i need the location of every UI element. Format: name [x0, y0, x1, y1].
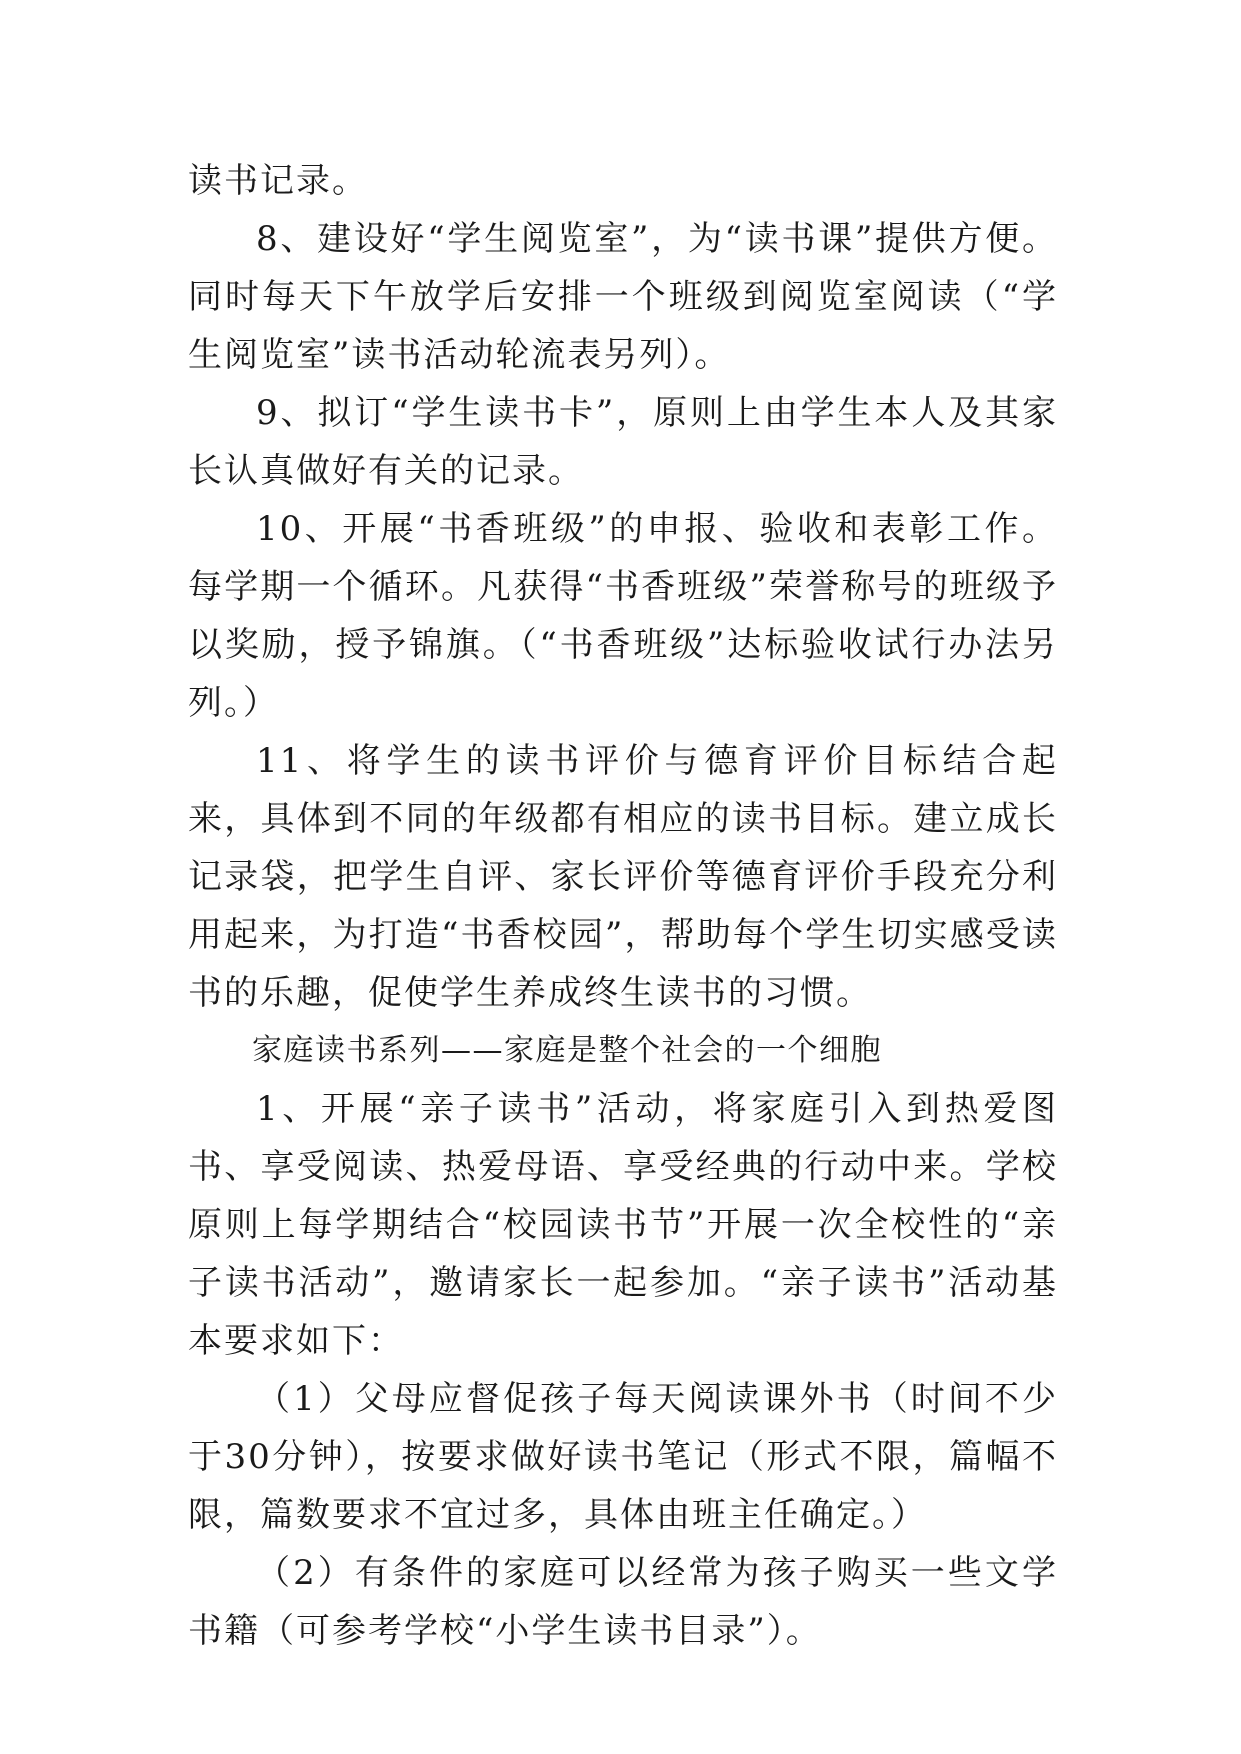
paragraph-continuation: 读书记录。 [188, 161, 368, 201]
paragraph-family-item-1: 1、开展“亲子读书”活动，将家庭引入到热爱图书、享受阅读、热爱母语、享受经典的行动中来。学校原则上每学期结合“校园读书节”开展一次全校性的“亲子读书活动”，邀请家长一起参加。“亲子读书”活动基本要求如下： [188, 1089, 1058, 1361]
paragraph-item-11: 11、将学生的读书评价与德育评价目标结合起来，具体到不同的年级都有相应的读书目标。建立成长记录袋，把学生自评、家长评价等德育评价手段充分利用起来，为打造“书香校园”，帮助每个学生切实感受读书的乐趣，促使学生养成终生读书的习惯。 [188, 741, 1058, 1013]
paragraph-item-9: 9、拟订“学生读书卡”，原则上由学生本人及其家长认真做好有关的记录。 [188, 393, 1058, 491]
paragraph-subitem-2: （2）有条件的家庭可以经常为孩子购买一些文学书籍（可参考学校“小学生读书目录”）。 [188, 1553, 1058, 1651]
section-heading-family-reading: 家庭读书系列——家庭是整个社会的一个细胞 [252, 1033, 882, 1068]
paragraph-item-10: 10、开展“书香班级”的申报、验收和表彰工作。每学期一个循环。凡获得“书香班级”荣誉称号的班级予以奖励，授予锦旗。（“书香班级”达标验收试行办法另列。） [188, 509, 1058, 723]
paragraph-item-8: 8、建设好“学生阅览室”，为“读书课”提供方便。同时每天下午放学后安排一个班级到阅览室阅读（“学生阅览室”读书活动轮流表另列）。 [188, 219, 1058, 375]
paragraph-subitem-1: （1）父母应督促孩子每天阅读课外书（时间不少于30分钟），按要求做好读书笔记（形式不限，篇幅不限，篇数要求不宜过多，具体由班主任确定。） [188, 1379, 1058, 1535]
document-body [188, 152, 1058, 1660]
